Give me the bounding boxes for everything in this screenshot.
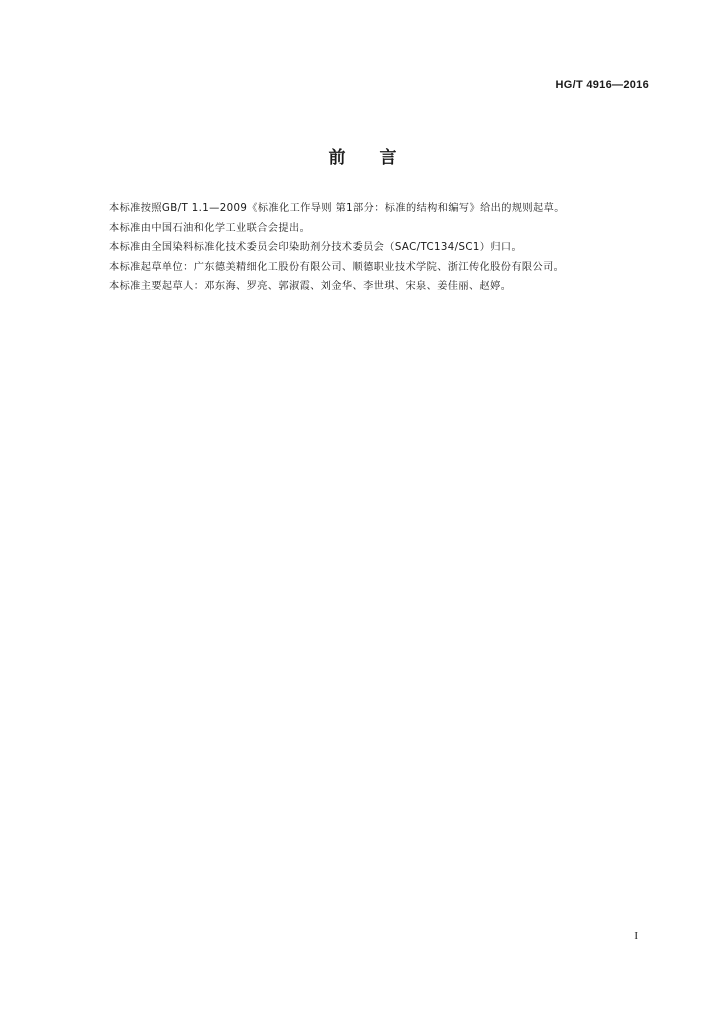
preface-paragraph-technical-committee: 本标准由全国染料标准化技术委员会印染助剂分技术委员会（SAC/TC134/SC1）归口。: [109, 242, 523, 254]
preface-title: 前言: [328, 148, 431, 168]
preface-paragraph-drafters: 本标准主要起草人：邓东海、罗亮、郭淑霞、刘金华、李世琪、宋泉、姜佳丽、赵婷。: [109, 281, 512, 293]
preface-paragraph-drafting-rules: 本标准按照GB/T 1.1—2009《标准化工作导则 第1部分：标准的结构和编写》给出的规则起草。: [109, 203, 565, 214]
page-number: I: [634, 930, 638, 942]
preface-paragraph-drafting-units: 本标准起草单位：广东德美精细化工股份有限公司、顺德职业技术学院、浙江传化股份有限公司。: [109, 261, 565, 273]
preface-paragraph-proposer: 本标准由中国石油和化学工业联合会提出。: [109, 222, 311, 234]
standard-code: HG/T 4916—2016: [555, 79, 649, 91]
preface-body: [88, 199, 650, 297]
